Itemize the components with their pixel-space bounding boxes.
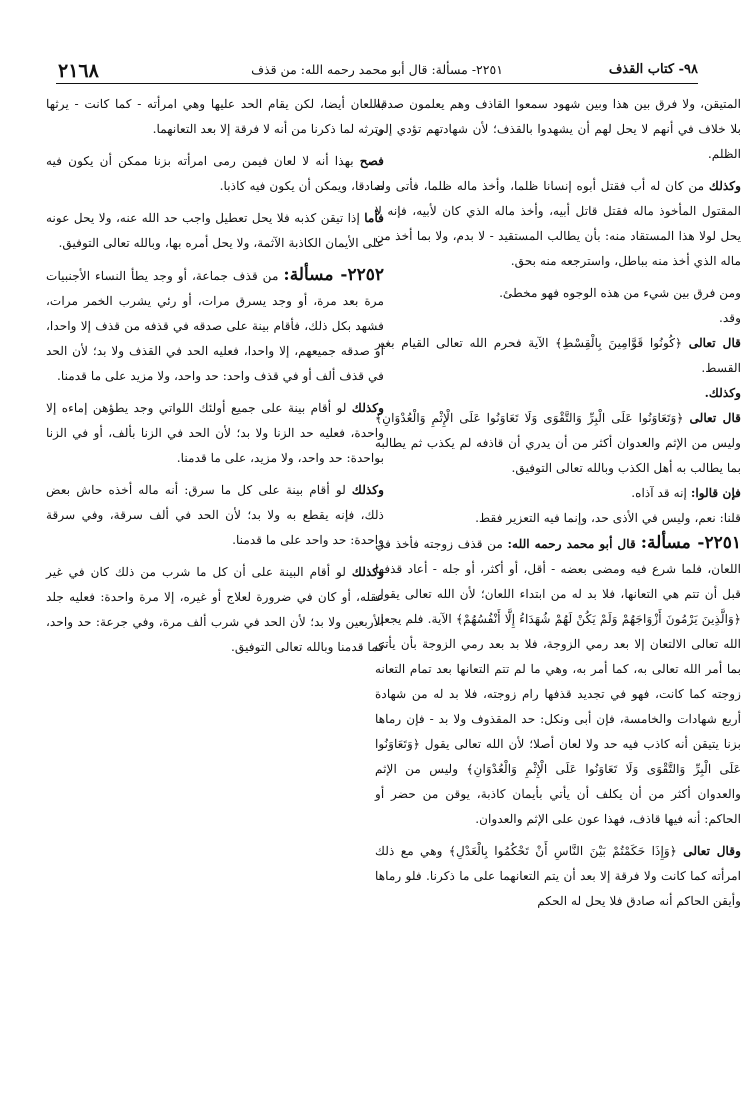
page-header [56, 50, 698, 84]
right-column [375, 92, 741, 914]
paragraph: ومن فرق بين شيء من هذه الوجوه فهو مخطئ. [499, 286, 741, 300]
book-title: ٩٨- كتاب القذف [608, 62, 698, 77]
paragraph: باللعان أيضا، لكن يقام الحد عليها وهي امرأته - كما كانت - يرثها وترثه لما ذكرنا من أنه لا فرقة إلا بعد التعانهما. [46, 97, 384, 136]
section-number: ٢٢٥١- مسألة: [640, 533, 741, 553]
paragraph: قال تعالى ﴿كُونُوا قَوَّامِينَ بِالْقِسْطِ﴾ الآية فحرم الله تعالى القيام بغير القسط. [375, 336, 741, 375]
section-2252: ٢٢٥٢- مسألة: من قذف جماعة، أو وجد يطأ النساء الأجنبيات مرة بعد مرة، أو وجد يسرق مرات، أو رئي يشرب الخمر مرات، فشهد بكل ذلك، فأقام بينة على صدقه في قذفه من قذف إلا واحدا، أو صدقه جميعهم، إلا واحدا، فعليه الحد في القذف ولا بد؛ لأن الحد في قذف ألف أو في قذف واحد: حد واحد، ولا مزيد على ما قدمنا. [46, 265, 384, 383]
section-number: ٢٢٥٢- مسألة: [283, 265, 384, 285]
left-column [46, 92, 384, 660]
paragraph: قلنا: نعم، وليس في الأذى حد، وإنما فيه التعزير فقط. [475, 511, 741, 525]
paragraph: المتيقن، ولا فرق بين هذا وبين شهود سمعوا القاذف وهم يعلمون صدقه بلا خلاف في أنهم لا يحل لهم أن يشهدوا بالقذف؛ لأن شهادتهم تؤدي إلى الظلم. [375, 97, 741, 161]
header-rule [56, 83, 698, 84]
paragraph: فأما إذا تيقن كذبه فلا يحل تعطيل واجب حد الله عنه، ولا يحل عونه على الأيمان الكاذبة الآثمة، ولا يحل أمره بها، وبالله تعالى التوفيق. [46, 211, 384, 250]
paragraph: قال تعالى ﴿وَتَعَاوَنُوا عَلَى الْبِرِّ وَالتَّقْوَى وَلَا تَعَاوَنُوا عَلَى الْإِثْمِ وَالْعُدْوَانِ﴾ وليس من الإثم والعدوان أكثر من أن يدري أن قاذفه لم يكذب ثم يطالبه بما يطالب به أهل الكذب وبالله تعالى التوفيق. [375, 411, 741, 475]
paragraph: وكذلك. [704, 386, 741, 400]
paragraph: فإن قالوا: إنه قد آذاه. [631, 486, 741, 500]
paragraph: وكذلك لو أقام البينة على أن كل ما شرب من ذلك كان في غير عقله، أو كان في ضرورة لعلاج أو غيره، إلا مرة واحدة: فعليه جلد الأربعين ولا بد؛ لأن الحد في شرب ألف مرة، وفي جرعة: حد واحد، كما قدمنا وبالله تعالى التوفيق. [46, 565, 384, 654]
paragraph: وكذلك من كان له أب فقتل أبوه إنسانا ظلما، وأخذ ماله ظلما، فأتى ولد المقتول المأخوذ ماله فقتل قاتل أبيه، وأخذ ماله الذي كان لأبيه، فإنه لا يحل لولا هذا المستقاد منه: بأن يطالب المستقيد - لا بدم، ولا بما أخذ من ماله الذي أخذ منه بباطل، واسترجعه منه بحق. [375, 179, 741, 268]
page-number: ٢١٦٨ [58, 60, 99, 82]
paragraph: فصح بهذا أنه لا لعان فيمن رمى امرأته بزنا ممكن أن يكون فيه صادقا، ويمكن أن يكون فيه كاذبا. [46, 154, 384, 193]
paragraph: وقد. [719, 311, 741, 325]
running-title: ٢٢٥١- مسألة: قال أبو محمد رحمه الله: من قذف [251, 62, 503, 77]
section-2251: ٢٢٥١- مسألة: قال أبو محمد رحمه الله: من قذف زوجته فأخذ في اللعان، فلما شرع فيه ومضى بعضه - أقل، أو أكثر، أو جله - أعاد قذفها قبل أن تتم هي التعانها، فلا بد له من ابتداء اللعان؛ لأن الله تعالى يقول ﴿وَالَّذِينَ يَرْمُونَ أَزْوَاجَهُمْ وَلَمْ يَكُنْ لَهُمْ شُهَدَاءُ إِلَّا أَنْفُسُهُمْ﴾ الآية. فلم يجعل الله تعالى الالتعان إلا بعد رمي الزوجة، فلا بد بعد رمي الزوجة بأن يأتي بما أمر الله تعالى به، كما أمر به، وهي ما لم تتم التعانها بعد تمام التعانه زوجته كما كانت، فهو في تجديد قذفها رام زوجته، فلا بد له من شهادة أربع شهادات والخامسة، فإن أبى ونكل: حد المقذوف ولا بد - فإن رماها بزنا يتيقن أنه كاذب فيه حد ولا لعان أصلا؛ لأن الله تعالى يقول ﴿وَتَعَاوَنُوا عَلَى الْبِرِّ وَالتَّقْوَى وَلَا تَعَاوَنُوا عَلَى الْإِثْمِ وَالْعُدْوَانِ﴾ وليس من الإثم والعدوان أكثر من أن يكلف أن يأتي بأيمان كاذبة، يوقن من حضر أو الحاكم: أنه فيها قاذف، فهذا عون على الإثم والعدوان. [375, 533, 741, 826]
paragraph: وكذلك لو أقام بينة على كل ما سرق: أنه ماله أخذه حاش بعض ذلك، فإنه يقطع به ولا بد؛ لأن الحد في ألف سرقة، وفي سرقة واحدة: حد واحد على ما قدمنا. [46, 483, 384, 547]
paragraph: وكذلك لو أقام بينة على جميع أولئك اللواتي وجد يطؤهن إماءه إلا واحدة، فعليه حد الزنا ولا بد؛ لأن الحد في الزنا بألف، أو في الزنا بواحدة: حد واحد، ولا مزيد، على ما قدمنا. [46, 401, 384, 465]
paragraph: وقال تعالى ﴿وَإِذَا حَكَمْتُمْ بَيْنَ النَّاسِ أَنْ تَحْكُمُوا بِالْعَدْلِ﴾ وهي مع ذلك امرأته كما كانت ولا فرقة إلا بعد أن يتم التعانهما على ما ذكرنا. فلو رماها وأيقن الحاكم أنه صادق فلا يحل له الحكم [375, 844, 741, 908]
